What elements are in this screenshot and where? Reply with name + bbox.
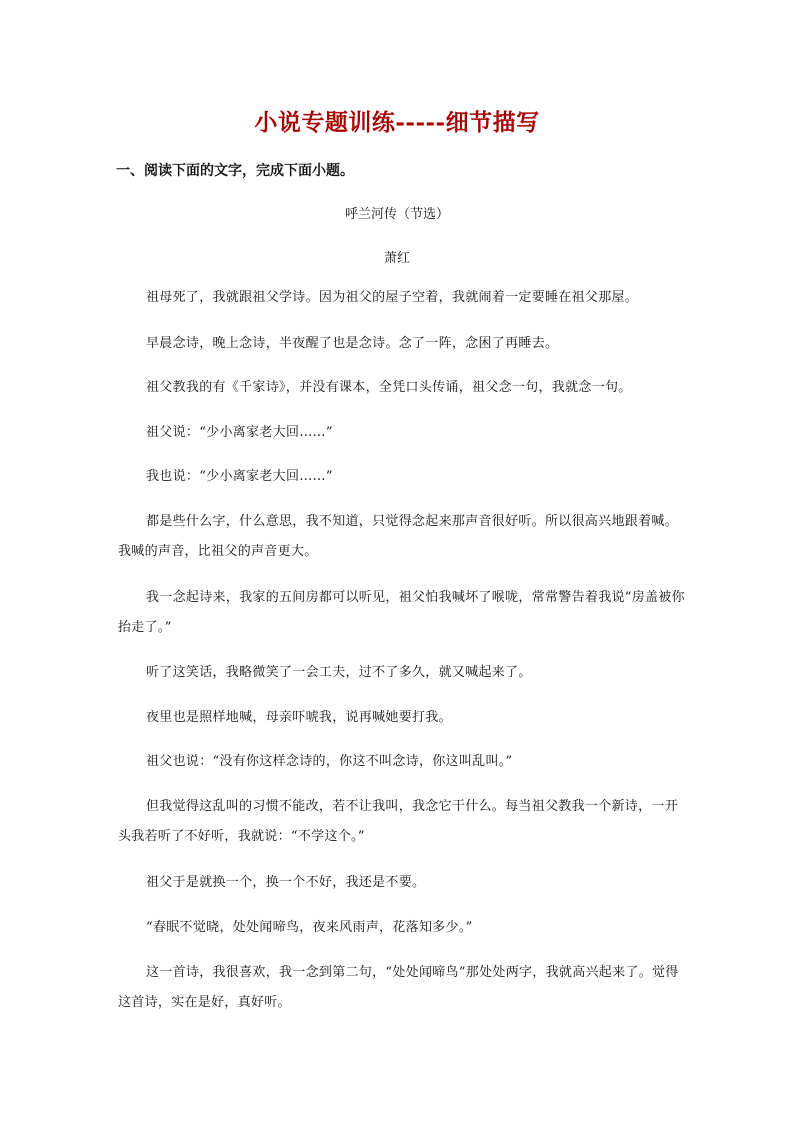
paragraph: 早晨念诗，晚上念诗，半夜醒了也是念诗。念了一阵，念困了再睡去。 — [146, 336, 559, 351]
author-name: 萧红 — [383, 251, 410, 266]
paragraph: “春眠不觉晓，处处闻啼鸟，夜来风雨声，花落知多少。” — [146, 920, 473, 935]
paragraph: 祖母死了，我就跟祖父学诗。因为祖父的屋子空着，我就闹着一定要睡在祖父那屋。 — [146, 290, 639, 305]
document-title: 小说专题训练-----细节描写 — [254, 109, 540, 136]
paragraph: 我也说：“少小离家老大回……” — [146, 469, 333, 484]
paragraph: 这一首诗，我很喜欢，我一念到第二句，“处处闻啼鸟”那处处两字，我就高兴起来了。觉得这首诗，实在是好，真好听。 — [118, 965, 679, 1010]
paragraph: 夜里也是照样地喊，母亲吓唬我，说再喊她要打我。 — [146, 710, 452, 725]
paragraph: 祖父于是就换一个，换一个不好，我还是不要。 — [146, 875, 426, 890]
question-heading: 一、阅读下面的文字，完成下面小题。 — [116, 163, 354, 179]
paragraph: 祖父教我的有《千家诗》，并没有课本，全凭口头传诵，祖父念一句，我就念一句。 — [146, 380, 632, 395]
paragraph: 听了这笑话，我略微笑了一会工夫，过不了多久，就又喊起来了。 — [146, 665, 532, 680]
paragraph: 祖父也说：“没有你这样念诗的，你这不叫念诗，你这叫乱叫。” — [146, 754, 513, 769]
work-title: 呼兰河传（节选） — [344, 207, 449, 222]
paragraph: 都是些什么字，什么意思，我不知道，只觉得念起来那声音很好听。所以很高兴地跟着喊。我喊的声音，比祖父的声音更大。 — [118, 514, 679, 559]
paragraph: 祖父说：“少小离家老大回……” — [146, 425, 333, 440]
paragraph: 我一念起诗来，我家的五间房都可以听见，祖父怕我喊坏了喉咙，常常警告着我说“房盖被你抬走了。” — [118, 590, 685, 635]
paragraph: 但我觉得这乱叫的习惯不能改，若不让我叫，我念它干什么。每当祖父教我一个新诗，一开头我若听了不好听，我就说：“不学这个。” — [118, 799, 679, 844]
